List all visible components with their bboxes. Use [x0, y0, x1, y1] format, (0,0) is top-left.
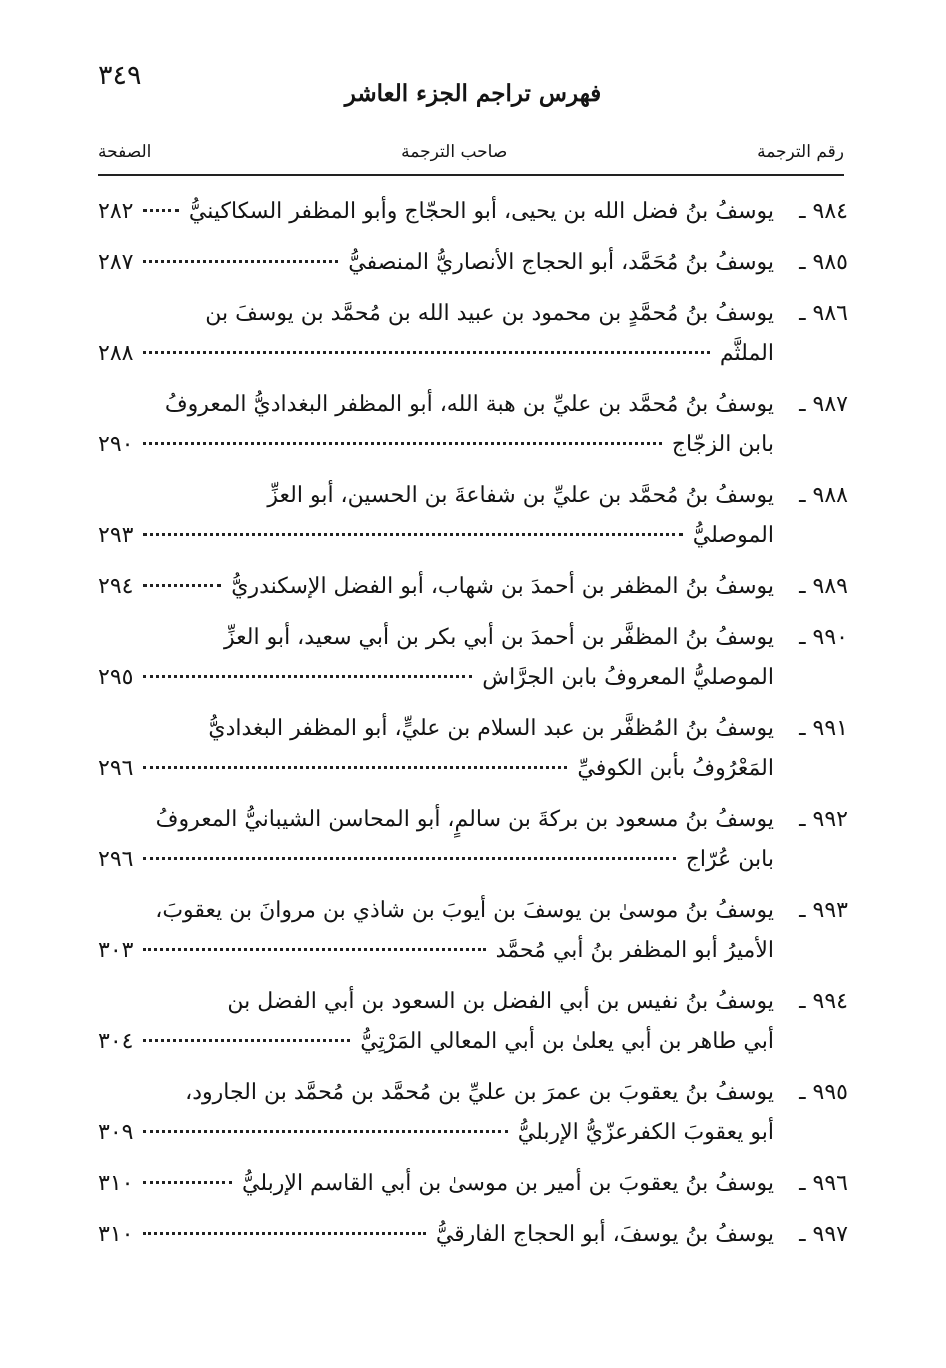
- dot-leader: [143, 351, 709, 354]
- entry-name-text: الملثَّم: [719, 341, 774, 366]
- column-header-page: الصفحة: [98, 142, 152, 162]
- entry-line: [98, 749, 774, 789]
- entry-name-text: يوسفُ بنُ يعقوبَ بن أمير بن موسىٰ بن أبي القاسم الإربليُّ: [242, 1171, 774, 1196]
- index-entry: [98, 891, 848, 971]
- entry-line: [98, 567, 774, 607]
- index-entry: [98, 800, 848, 880]
- entry-name-text: يوسفُ بنُ مُحمَّد بن عليِّ بن شفاعةَ بن الحسين، أبو العزِّ: [267, 483, 774, 508]
- entry-number: ٩٩٠ ـ: [799, 625, 848, 650]
- entry-name-text: الموصليُّ: [692, 523, 774, 548]
- index-entry: [98, 294, 848, 374]
- entry-body: [98, 1164, 774, 1204]
- entry-number: ٩٨٥ ـ: [799, 250, 848, 275]
- index-entry: [98, 1215, 848, 1255]
- entry-line: [98, 891, 774, 931]
- dot-leader: [143, 766, 567, 769]
- dot-leader: [143, 1181, 232, 1184]
- entry-line: [98, 516, 774, 556]
- entry-name-text: يوسفُ بنُ يوسفَ، أبو الحجاج الفارقيُّ: [435, 1222, 774, 1247]
- entry-line: [98, 385, 774, 425]
- entry-page-number: ٢٩٦: [98, 756, 134, 781]
- entry-page-number: ٢٩٤: [98, 574, 134, 599]
- entry-number: ٩٨٤ ـ: [799, 199, 848, 224]
- entry-body: [98, 294, 774, 374]
- entry-name-text: أبو يعقوبَ الكفرعزّيُّ الإربليُّ: [517, 1120, 774, 1145]
- column-headers: [98, 142, 844, 162]
- entry-page-number: ٣١٠: [98, 1171, 134, 1196]
- entry-line: [98, 425, 774, 465]
- dot-leader: [143, 533, 682, 536]
- dot-leader: [143, 1232, 425, 1235]
- dot-leader: [143, 209, 178, 212]
- index-entry: [98, 192, 848, 232]
- entry-page-number: ٣٠٣: [98, 938, 134, 963]
- entry-line: [98, 1113, 774, 1153]
- entry-line: [98, 1164, 774, 1204]
- entry-number: ٩٨٧ ـ: [799, 392, 848, 417]
- entry-page-number: ٢٩٦: [98, 847, 134, 872]
- entry-body: [98, 891, 774, 971]
- entry-name-text: يوسفُ بنُ المُظفَّر بن عبد السلام بن عليٍّ، أبو المظفر البغداديُّ: [208, 716, 774, 741]
- header-divider: [98, 174, 844, 176]
- entry-page-number: ٢٩٥: [98, 665, 134, 690]
- running-title: فهرس تراجم الجزء العاشر: [344, 80, 602, 107]
- entry-line: [98, 840, 774, 880]
- entry-page-number: ٢٩٠: [98, 432, 134, 457]
- entry-line: [98, 1022, 774, 1062]
- entry-page-number: ٢٨٨: [98, 341, 134, 366]
- entry-name-text: الأميرُ أبو المظفر بنُ أبي مُحمَّد: [495, 938, 774, 963]
- entry-body: [98, 385, 774, 465]
- entry-line: [98, 476, 774, 516]
- entry-name-text: يوسفُ بنُ مُحمَّد بن عليِّ بن هبة الله، أبو المظفر البغداديُّ المعروفُ: [164, 392, 774, 417]
- dot-leader: [143, 442, 661, 445]
- entry-name-text: يوسفُ بنُ موسىٰ بن يوسفَ بن أيوبَ بن شاذي بن مروانَ بن يعقوبَ،: [155, 898, 774, 923]
- entry-body: [98, 243, 774, 283]
- index-entry: [98, 1164, 848, 1204]
- entry-body: [98, 800, 774, 880]
- entry-name-text: الموصليُّ المعروفُ بابن الجرَّاش: [482, 665, 774, 690]
- page-number: ٣٤٩: [98, 60, 142, 91]
- entry-number: ٩٨٩ ـ: [799, 574, 848, 599]
- dot-leader: [143, 260, 338, 263]
- entry-body: [98, 476, 774, 556]
- entry-line: [98, 334, 774, 374]
- entry-body: [98, 567, 774, 607]
- entry-line: [98, 294, 774, 334]
- dot-leader: [143, 948, 485, 951]
- entry-name-text: يوسفُ بنُ فضل الله بن يحيى، أبو الحجّاج وأبو المظفر السكاكينيُّ: [188, 199, 774, 224]
- dot-leader: [143, 1039, 350, 1042]
- index-entry: [98, 567, 848, 607]
- column-header-number: رقم الترجمة: [757, 142, 844, 162]
- entry-line: [98, 192, 774, 232]
- entry-line: [98, 1073, 774, 1113]
- entry-line: [98, 931, 774, 971]
- entry-number: ٩٨٦ ـ: [799, 301, 848, 326]
- column-header-subject: صاحب الترجمة: [401, 142, 508, 162]
- entry-name-text: بابن الزجّاج: [671, 432, 774, 457]
- entry-body: [98, 1215, 774, 1255]
- entry-number: ٩٩٥ ـ: [799, 1080, 848, 1105]
- entry-page-number: ٢٩٣: [98, 523, 134, 548]
- dot-leader: [143, 675, 472, 678]
- entry-page-number: ٢٨٢: [98, 199, 134, 224]
- entry-line: [98, 243, 774, 283]
- entry-line: [98, 658, 774, 698]
- dot-leader: [143, 1130, 507, 1133]
- entry-page-number: ٣٠٩: [98, 1120, 134, 1145]
- entry-name-text: يوسفُ بنُ مُحَمَّد، أبو الحجاج الأنصاريُّ المنصفيُّ: [348, 250, 774, 275]
- entry-name-text: يوسفُ بنُ نفيس بن أبي الفضل بن السعود بن أبي الفضل بن: [227, 989, 774, 1014]
- entry-body: [98, 618, 774, 698]
- entry-number: ٩٩٧ ـ: [799, 1222, 848, 1247]
- entry-line: [98, 800, 774, 840]
- index-entry: [98, 1073, 848, 1153]
- entry-number: ٩٨٨ ـ: [799, 483, 848, 508]
- entry-body: [98, 1073, 774, 1153]
- dot-leader: [143, 857, 675, 860]
- entry-number: ٩٩٣ ـ: [799, 898, 848, 923]
- entry-name-text: أبي طاهر بن أبي يعلىٰ بن أبي المعالي المَرْتِيُّ: [360, 1029, 774, 1054]
- entry-line: [98, 982, 774, 1022]
- entry-body: [98, 709, 774, 789]
- index-entry: [98, 618, 848, 698]
- entry-name-text: يوسفُ بنُ مُحمَّدٍ بن محمود بن عبيد الله بن مُحمَّد بن يوسفَ بن: [205, 301, 774, 326]
- entry-line: [98, 1215, 774, 1255]
- entry-page-number: ٣١٠: [98, 1222, 134, 1247]
- index-entry: [98, 982, 848, 1062]
- entry-line: [98, 709, 774, 749]
- entry-page-number: ٢٨٧: [98, 250, 134, 275]
- dot-leader: [143, 584, 221, 587]
- entry-number: ٩٩٢ ـ: [799, 807, 848, 832]
- entry-number: ٩٩٦ ـ: [799, 1171, 848, 1196]
- entry-name-text: المَعْرُوفُ بأبن الكوفيِّ: [577, 756, 774, 781]
- entry-name-text: بابن عُرّاج: [685, 847, 774, 872]
- index-entry: [98, 243, 848, 283]
- entry-name-text: يوسفُ بنُ المظفر بن أحمدَ بن شهاب، أبو الفضل الإسكندريُّ: [231, 574, 774, 599]
- entry-name-text: يوسفُ بنُ مسعود بن بركةَ بن سالمٍ، أبو المحاسن الشيبانيُّ المعروفُ: [155, 807, 774, 832]
- entry-number: ٩٩٤ ـ: [799, 989, 848, 1014]
- index-entry-list: [98, 192, 848, 1266]
- index-entry: [98, 385, 848, 465]
- entry-number: ٩٩١ ـ: [799, 716, 848, 741]
- entry-line: [98, 618, 774, 658]
- entry-page-number: ٣٠٤: [98, 1029, 134, 1054]
- entry-body: [98, 982, 774, 1062]
- index-entry: [98, 709, 848, 789]
- entry-name-text: يوسفُ بنُ يعقوبَ بن عمرَ بن عليِّ بن مُحمَّد بن مُحمَّد بن الجارود،: [185, 1080, 774, 1105]
- entry-name-text: يوسفُ بنُ المظفَّر بن أحمدَ بن أبي بكر بن أبي سعيد، أبو العزِّ: [224, 625, 774, 650]
- entry-body: [98, 192, 774, 232]
- index-entry: [98, 476, 848, 556]
